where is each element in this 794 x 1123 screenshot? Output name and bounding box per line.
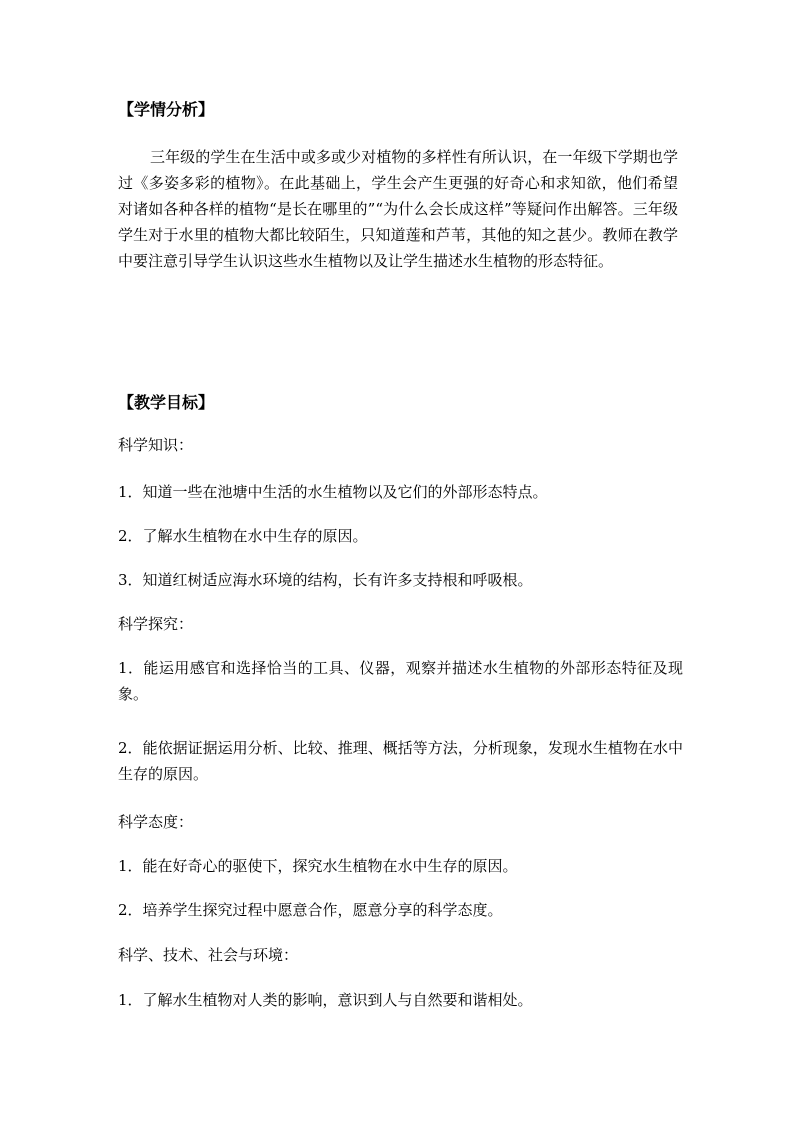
inquiry-item-2: 2．能依据证据运用分析、比较、推理、概括等方法，分析现象，发现水生植物在水中生存的原因。 — [118, 739, 683, 783]
analysis-paragraph: 三年级的学生在生活中或多或少对植物的多样性有所认识，在一年级下学期也学过《多姿多彩的植物》。在此基础上，学生会产生更强的好奇心和求知欲，他们希望对诸如各种各样的植物“是长在哪里的”“为什么会长成这样”等疑问作出解答。三年级学生对于水里的植物大都比较陌生，只知道莲和芦苇，其他的知之甚少。教师在教学中要注意引导学生认识这些水生植物以及让学生描述水生植物的形态特征。 — [118, 148, 678, 270]
knowledge-item-2: 2．了解水生植物在水中生存的原因。 — [118, 527, 368, 545]
subheading-sts: 科学、技术、社会与环境： — [118, 946, 299, 964]
knowledge-item-3: 3．知道红树适应海水环境的结构，长有许多支持根和呼吸根。 — [118, 571, 533, 589]
attitude-item-2: 2．培养学生探究过程中愿意合作，愿意分享的科学态度。 — [118, 901, 503, 919]
section-heading-objectives: 【教学目标】 — [118, 393, 215, 412]
subheading-inquiry: 科学探究： — [118, 615, 194, 633]
subheading-attitude: 科学态度： — [118, 813, 194, 831]
sts-item-1: 1．了解水生植物对人类的影响，意识到人与自然要和谐相处。 — [118, 991, 533, 1009]
section-heading-analysis: 【学情分析】 — [118, 100, 215, 119]
subheading-knowledge: 科学知识： — [118, 436, 194, 454]
attitude-item-1: 1．能在好奇心的驱使下，探究水生植物在水中生存的原因。 — [118, 857, 518, 875]
knowledge-item-1: 1．知道一些在池塘中生活的水生植物以及它们的外部形态特点。 — [118, 483, 548, 501]
inquiry-item-1: 1．能运用感官和选择恰当的工具、仪器，观察并描述水生植物的外部形态特征及现象。 — [118, 659, 683, 703]
